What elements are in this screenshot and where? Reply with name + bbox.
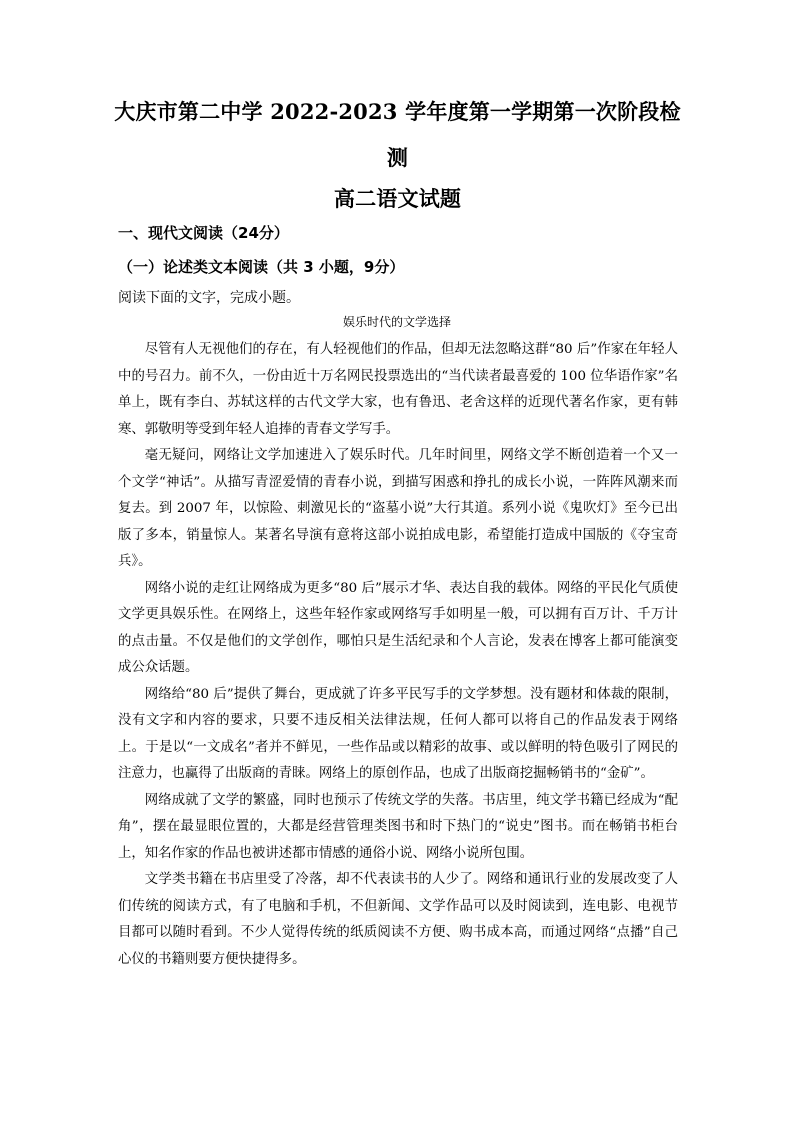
subsection-heading: （一）论述类文本阅读（共 3 小题，9分）	[118, 258, 405, 276]
exam-title: 大庆市第二中学 2022-2023 学年度第一学期第一次阶段检	[114, 99, 681, 124]
reading-instruction: 阅读下面的文字，完成小题。	[118, 290, 300, 306]
section-heading: 一、现代文阅读（24分）	[118, 224, 289, 242]
article-paragraph: 网络给“80 后”提供了舞台，更成就了许多平民写手的文学梦想。没有题材和体裁的限制，没有文字和内容的要求，只要不违反相关法律法规，任何人都可以将自己的作品发表于网络上。于是以“一文成名”者并不鲜见，一些作品或以精彩的故事、或以鲜明的特色吸引了网民的注意力，也赢得了出版商的青睐。网络上的原创作品，也成了出版商挖掘畅销书的“金矿”。	[118, 686, 678, 781]
article-paragraph: 毫无疑问，网络让文学加速进入了娱乐时代。几年时间里，网络文学不断创造着一个又一个文学“神话”。从描写青涩爱情的青春小说，到描写困惑和挣扎的成长小说，一阵阵风潮来而复去。到 2007 年，以惊险、刺激见长的“盗墓小说”大行其道。系列小说《鬼吹灯》至今已出版了多本，销量惊人。某著名导演有意将这部小说拍成电影，希望能打造成中国版的《夺宝奇兵》。	[118, 448, 678, 569]
exam-title-continued: 测	[386, 145, 409, 170]
article-paragraph: 文学类书籍在书店里受了冷落，却不代表读书的人少了。网络和通讯行业的发展改变了人们传统的阅读方式，有了电脑和手机，不但新闻、文学作品可以及时阅读到，连电影、电视节目都可以随时看到。不少人觉得传统的纸质阅读不方便、购书成本高，而通过网络“点播”自己心仪的书籍则要方便快捷得多。	[118, 872, 678, 967]
article-paragraph: 网络成就了文学的繁盛，同时也预示了传统文学的失落。书店里，纯文学书籍已经成为“配角”，摆在最显眼位置的，大都是经营管理类图书和时下热门的“说史”图书。而在畅销书柜台上，知名作家的作品也被讲述都市情感的通俗小说、网络小说所包围。	[118, 792, 678, 861]
article-body	[118, 337, 678, 973]
article-paragraph: 网络小说的走红让网络成为更多“80 后”展示才华、表达自我的载体。网络的平民化气质使文学更具娱乐性。在网络上，这些年轻作家或网络写手如明星一般，可以拥有百万计、千万计的点击量。不仅是他们的文学创作，哪怕只是生活纪录和个人言论，发表在博客上都可能演变成公众话题。	[118, 580, 678, 675]
article-title: 娱乐时代的文学选择	[342, 315, 451, 329]
article-paragraph: 尽管有人无视他们的存在，有人轻视他们的作品，但却无法忽略这群“80 后”作家在年轻人中的号召力。前不久，一份由近十万名网民投票选出的“当代读者最喜爱的 100 位华语作家”名单上，既有李白、苏轼这样的古代文学大家，也有鲁迅、老舍这样的近现代著名作家，更有韩寒、郭敬明等受到年轻人追捧的青春文学写手。	[118, 342, 678, 437]
exam-subtitle: 高二语文试题	[333, 186, 462, 211]
